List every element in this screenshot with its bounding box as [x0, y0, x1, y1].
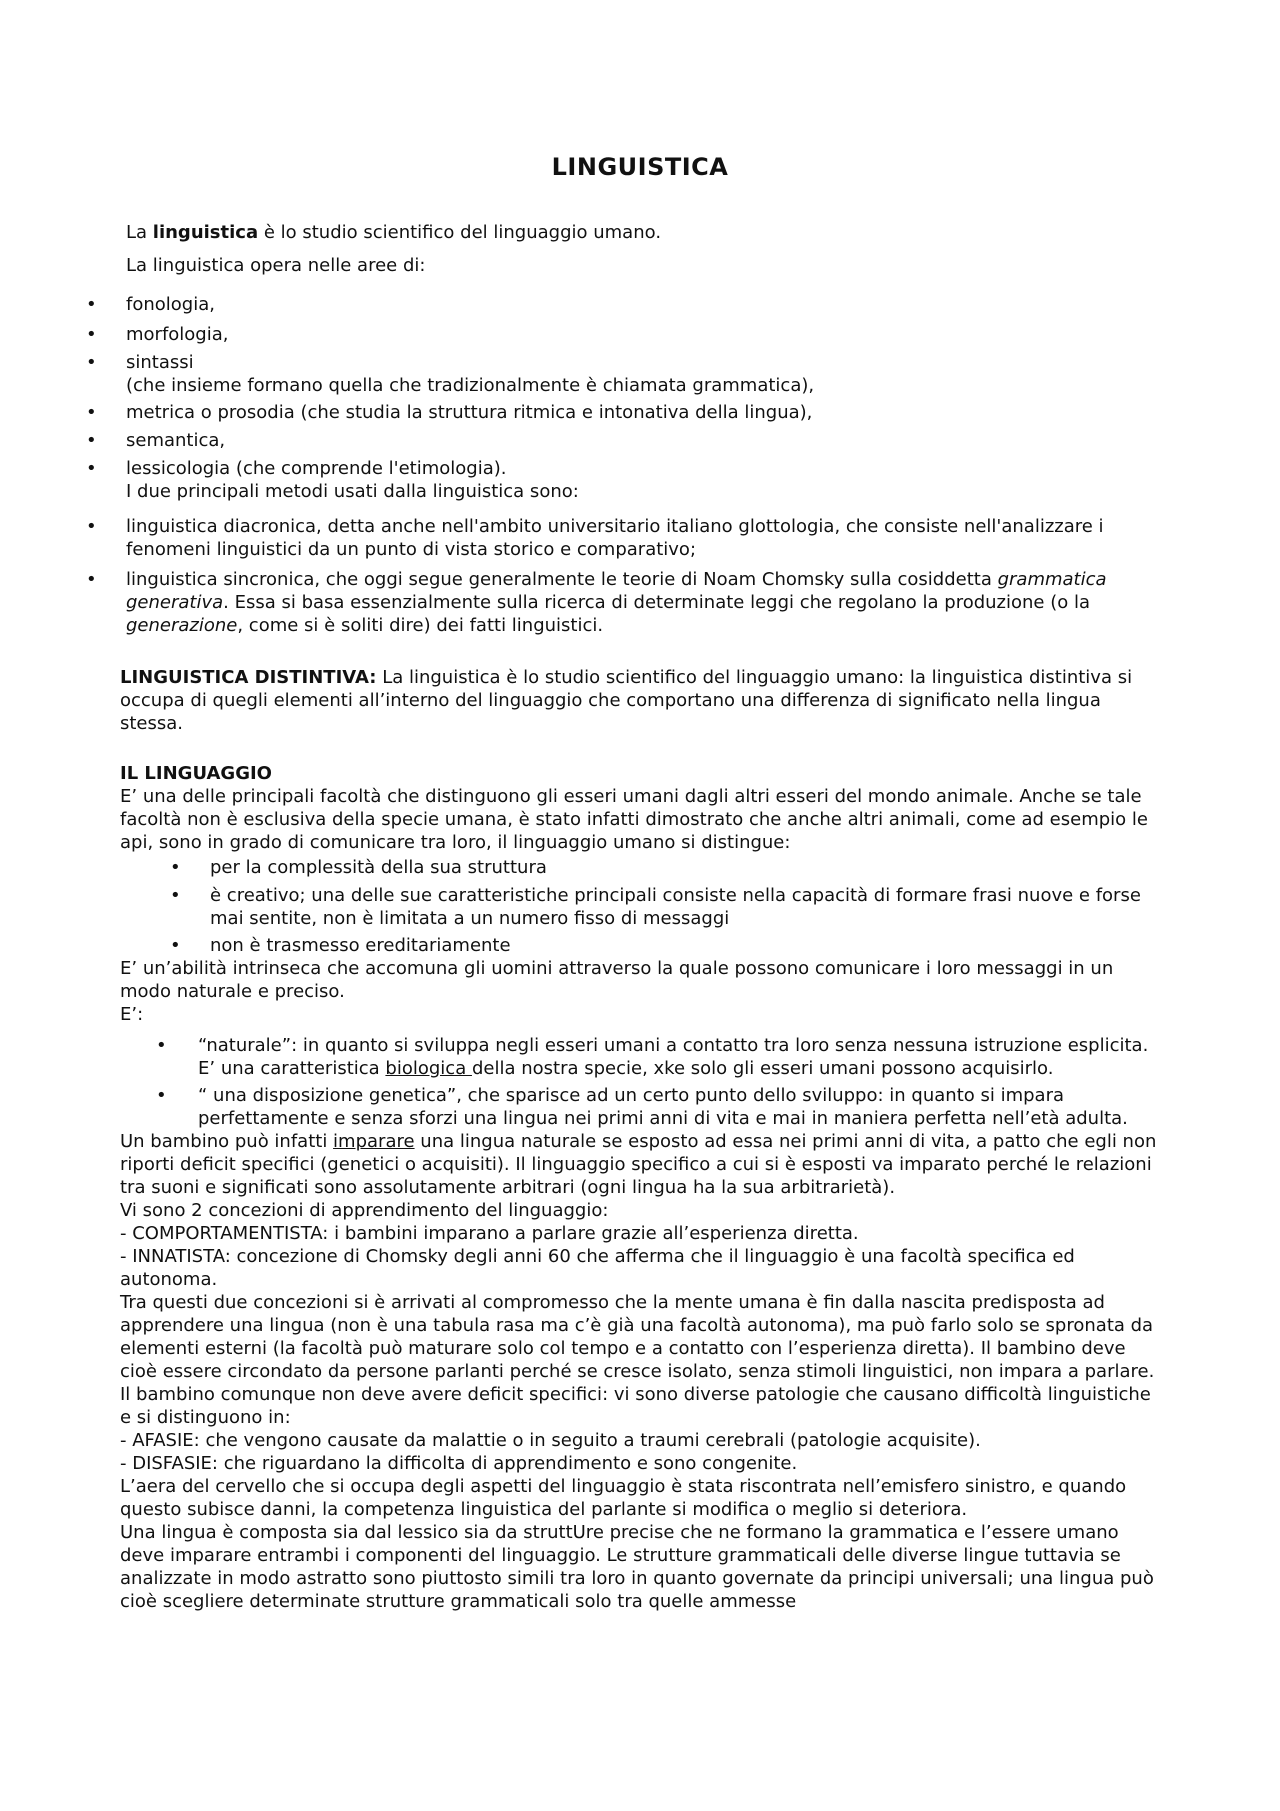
- list-item: • lessicologia (che comprende l'etimologia). I due principali metodi usati dalla linguistica sono:: [86, 458, 579, 502]
- list-item: • metrica o prosodia (che studia la struttura ritmica e intonativa della lingua),: [86, 402, 813, 423]
- methods-list: [86, 515, 1146, 637]
- bullet-icon: •: [86, 458, 97, 479]
- bullet-icon: •: [86, 324, 97, 345]
- methods-intro: I due principali metodi usati dalla linguistica sono:: [126, 481, 579, 502]
- bullet-icon: •: [156, 1085, 167, 1106]
- list-item: • non è trasmesso ereditariamente: [170, 935, 511, 956]
- bullet-icon: •: [170, 885, 181, 906]
- bullet-icon: •: [170, 935, 181, 956]
- distintiva-section: LINGUISTICA DISTINTIVA: La linguistica è lo studio scientifico del linguaggio umano: la linguistica distintiva si occupa di quegli elementi all’interno del linguaggio che comportano una differenza di significato nella lingua stessa.: [120, 667, 1133, 734]
- bullet-icon: •: [86, 430, 97, 451]
- intro-paragraph: La linguistica è lo studio scientifico del linguaggio umano. La linguistica opera nelle aree di:: [126, 221, 1146, 277]
- list-item: • “ una disposizione genetica”, che sparisce ad un certo punto dello sviluppo: in quanto si impara perfettamente e senza sforzi una lingua nei primi anni di vita e mai in maniera perfetta nell’età adulta.: [156, 1085, 1128, 1129]
- section-heading: LINGUISTICA DISTINTIVA:: [120, 667, 377, 688]
- list-item: • fonologia,: [86, 294, 215, 315]
- list-item: [86, 515, 1146, 561]
- bullet-icon: •: [86, 352, 97, 373]
- bullet-icon: •: [156, 1035, 167, 1056]
- bullet-icon: •: [86, 516, 97, 537]
- bullet-icon: •: [170, 857, 181, 878]
- bullet-icon: •: [86, 294, 97, 315]
- page-title: LINGUISTICA: [551, 153, 729, 181]
- section-heading: IL LINGUAGGIO: [120, 763, 272, 784]
- list-item: • “naturale”: in quanto si sviluppa negli esseri umani a contatto tra loro senza nessuna istruzione esplicita. E’ una caratteristica biologica della nostra specie, xke solo gli esseri umani possono acquisirlo.: [156, 1035, 1149, 1079]
- areas-intro: La linguistica opera nelle aree di:: [126, 255, 426, 276]
- list-item: • linguistica sincronica, che oggi segue generalmente le teorie di Noam Chomsky sulla cosiddetta grammatica generativa. Essa si basa essenzialmente sulla ricerca di determinate leggi che regolano la produzione (o la generazione, come si è soliti dire) dei fatti linguistici.: [86, 569, 1107, 636]
- term-linguistica: linguistica: [152, 222, 259, 243]
- features-list: [170, 856, 1160, 957]
- bullet-icon: •: [86, 569, 97, 590]
- method-diacronica: linguistica diacronica, detta anche nell'ambito universitario italiano glottologia, che consiste nell'analizzare i fenomeni linguistici da un punto di vista storico e comparativo;: [126, 516, 1104, 560]
- list-item: • semantica,: [86, 430, 226, 451]
- sintassi-note: (che insieme formano quella che tradizionalmente è chiamata grammatica),: [126, 375, 815, 396]
- list-item: • sintassi (che insieme formano quella che tradizionalmente è chiamata grammatica),: [86, 352, 815, 396]
- list-item: • è creativo; una delle sue caratteristiche principali consiste nella capacità di formare frasi nuove e forse mai sentite, non è limitata a un numero fisso di messaggi: [170, 885, 1141, 929]
- bullet-icon: •: [86, 402, 97, 423]
- list-item: • morfologia,: [86, 324, 229, 345]
- list-item: • per la complessità della sua struttura: [170, 857, 547, 878]
- nature-list: [156, 1034, 1160, 1130]
- linguaggio-section: IL LINGUAGGIO E’ una delle principali facoltà che distinguono gli esseri umani dagli altri esseri del mondo animale. Anche se tale facoltà non è esclusiva della specie umana, è stato infatti dimostrato che anche altri animali, come ad esempio le api, sono in grado di comunicare tra loro, il linguaggio umano si distingue: • per la complessità della sua struttura • è creativo; una delle sue caratteristiche principali consiste nella capacità di formare frasi nuove e forse mai sentite, non è limitata a un numero fisso di messaggi • non è trasmesso ereditariamente E’ un’abilità intrinseca che accomuna gli uomini attraverso la quale possono comunicare i loro messaggi in un modo naturale e preciso. E’: • “naturale”: in quanto si sviluppa negli esseri umani a contatto tra loro senza nessuna istruzione esplicita. E’ una caratteristica biologica della nostra specie, xke solo gli esseri umani possono acquisirlo. • “ una disposizione genetica”, che sparisce ad un certo punto dello sviluppo: in quanto si impara perfettamente e senza sforzi una lingua nei primi anni di vita e mai in maniera perfetta nell’età adulta. Un bambino può infatti imparare una lingua naturale se esposto ad essa nei primi anni di vita, a patto che egli non riporti deficit specifici (genetici o acquisiti). Il linguaggio specifico a cui si è esposti va imparato perché le relazioni tra suoni e significati sono assolutamente arbitrari (ogni lingua ha la sua arbitrarietà). Vi sono 2 concezioni di apprendimento del linguaggio: - COMPORTAMENTISTA: i bambini imparano a parlare grazie all’esperienza diretta. - INNATISTA: concezione di Chomsky degli anni 60 che afferma che il linguaggio è una facoltà specifica ed autonoma. Tra questi due concezioni si è arrivati al compromesso che la mente umana è fin dalla nascita predisposta ad apprendere una lingua (non è una tabula rasa ma c’è già una facoltà autonoma), ma può farlo solo se spronata da elementi esterni (la facoltà può maturare solo col tempo e a contatto con l’esperienza diretta). Il bambino deve cioè essere circondato da persone parlanti perché se cresce isolato, senza stimoli linguistici, non impara a parlare. Il bambino comunque non deve avere deficit specifici: vi sono diverse patologie che causano difficoltà linguistiche e si distinguono in: - AFASIE: che vengono causate da malattie o in seguito a traumi cerebrali (patologie acquisite). - DISFASIE: che riguardano la difficolta di apprendimento e sono congenite. L’aera del cervello che si occupa degli aspetti del linguaggio è stata riscontrata nell’emisfero sinistro, e quando questo subisce danni, la competenza linguistica del parlante si modifica o meglio si deteriora. Una lingua è composta sia dal lessico sia da struttUre precise che ne formano la grammatica e l’essere umano deve imparare entrambi i componenti del linguaggio. Le strutture grammaticali delle diverse lingue tuttavia se analizzate in modo astratto sono piuttosto simili tra loro in quanto governate da principi universali; una lingua può cioè scegliere determinate strutture grammaticali solo tra quelle ammesse: [120, 762, 1160, 1613]
- areas-list: [86, 293, 1146, 503]
